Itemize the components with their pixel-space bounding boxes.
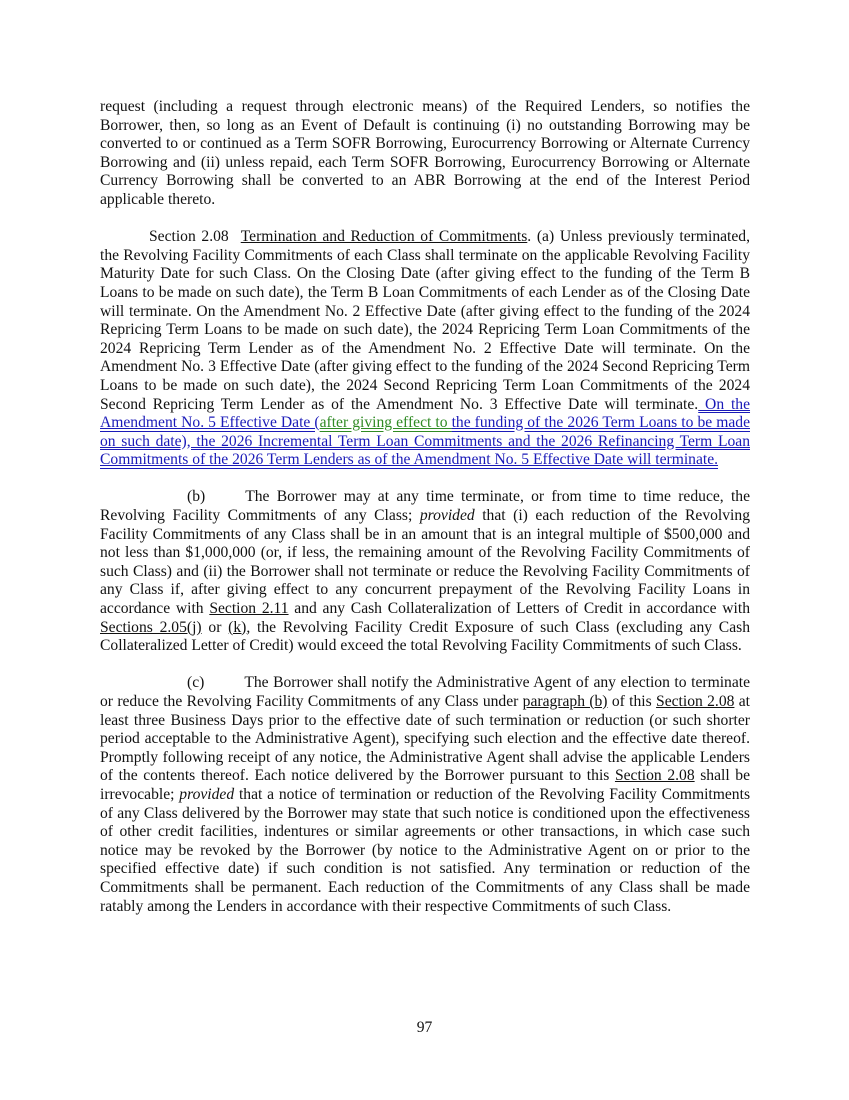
section-heading-period: . bbox=[527, 228, 532, 246]
continuation-text: request (including a request through electronic means) of the Required Lenders, so notifies the Borrower, then, so long as an Event of Default is continuing (i) no outstanding Borrowing may be converted to or continued as a Term SOFR Borrowing, Eurocurrency Borrowing or Alternate Currency Borrowing and (ii) unless repaid, each Term SOFR Borrowing, Eurocurrency Borrowing or Alternate Currency Borrowing shall be converted to an ABR Borrowing at the end of the Interest Period applicable thereto. bbox=[100, 98, 750, 208]
cross-reference-section-2-05-j: Sections 2.05(j) bbox=[100, 618, 202, 636]
paragraph-b-text-1: The Borrower may at any time terminate, or from time to time reduce, the Revolving Facility Commitments of any Class; bbox=[100, 488, 750, 525]
section-number: Section 2.08 bbox=[149, 228, 229, 246]
paragraph-c-text-4: shall be irrevocable; bbox=[100, 767, 751, 803]
paragraph-b-text-5: , the Revolving Facility Credit Exposure of such Class (excluding any Cash Collateralized Letter of Credit) would exceed the total Revolving Facility Commitments of such Class. bbox=[100, 618, 750, 655]
inserted-text-amendment-5-end: the funding of the 2026 Term Loans to be made on such date), the 2026 Incremental Term Loan Commitments and the 2026 Refinancing Term Loan Commitments of the 2026 Term Lenders as of the Amendment No. 5 Effective Date will terminate. bbox=[100, 414, 750, 469]
paragraph-b-text-4: or bbox=[201, 618, 229, 636]
cross-reference-section-2-11: Section 2.11 bbox=[209, 600, 289, 618]
section-2-08-paragraph-a bbox=[100, 228, 750, 470]
page-number: 97 bbox=[416, 1019, 433, 1036]
inserted-text-amendment-5-start: On the Amendment No. 5 Effective Date ( bbox=[100, 395, 751, 432]
paragraph-b-text-3: and any Cash Collateralization of Letters of Credit in accordance with bbox=[288, 600, 750, 618]
paragraph-b-text-2: that (i) each reduction of the Revolving Facility Commitments of any Class shall be in an amount that is an integral multiple of $500,000 and not less than $1,000,000 (or, if less, the remaining amount of the Revolving Facility Commitments of such Class) and (ii) the Borrower shall not terminate or reduce the Revolving Facility Commitments of any Class if, after giving effect to any concurrent prepayment of the Revolving Facility Loans in accordance with bbox=[100, 507, 750, 618]
paragraph-c-text-3: at least three Business Days prior to the effective date of such termination or reduction (or such shorter period acceptable to the Administrative Agent), specifying such election and the effective date thereof. Promptly following receipt of any notice, the Administrative Agent shall advise the applicable Lenders of the contents thereof. Each notice delivered by the Borrower pursuant to this bbox=[100, 693, 751, 785]
paragraph-c-label: (c) bbox=[187, 674, 205, 692]
paragraph-a-text: Unless previously terminated, the Revolving Facility Commitments of each Class shall terminate on the applicable Revolving Facility Maturity Date for such Class. On the Closing Date (after giving effect to the funding of the Term B Loans to be made on such date), the Term B Loan Commitments of each Lender as of the Closing Date will terminate. On the Amendment No. 2 Effective Date (after giving effect to the funding of the 2024 Repricing Term Loans to be made on such date), the 2024 Repricing Term Loan Commitments of the 2024 Repricing Term Lender as of the Amendment No. 2 Effective Date will terminate. On the Amendment No. 3 Effective Date (after giving effect to the funding of the 2024 Second Repricing Term Loans to be made on such date), the 2024 Second Repricing Term Loan Commitments of the 2024 Second Repricing Term Lender as of the Amendment No. 3 Effective Date will terminate. bbox=[100, 228, 750, 413]
paragraph-c-provided: provided bbox=[179, 785, 235, 803]
cross-reference-section-2-08-second: Section 2.08 bbox=[614, 767, 695, 785]
document-page bbox=[100, 98, 750, 916]
cross-reference-section-2-08: Section 2.08 bbox=[656, 693, 735, 710]
paragraph-c-text-5: that a notice of termination or reduction of the Revolving Facility Commitments of any Class delivered by the Borrower may state that such notice is conditioned upon the effectiveness of other credit facilities, indentures or similar agreements or other transactions, in which case such notice may be revoked by the Borrower (by notice to the Administrative Agent on or prior to the specified effective date) if such condition is not satisfied. Any termination or reduction of the Commitments shall be permanent. Each reduction of the Commitments of any Class shall be made ratably among the Lenders in accordance with their respective Commitments of such Class. bbox=[100, 785, 751, 915]
cross-reference-k: (k) bbox=[228, 618, 247, 636]
paragraph-a-label: (a) bbox=[536, 228, 555, 246]
paragraph-c bbox=[100, 674, 750, 916]
paragraph-b bbox=[100, 488, 750, 655]
paragraph-c-text-2: of this bbox=[607, 693, 657, 710]
cross-reference-paragraph-b: paragraph (b) bbox=[522, 693, 608, 710]
inserted-text-after-giving-effect: after giving effect to bbox=[319, 414, 452, 432]
continuation-paragraph bbox=[100, 98, 750, 210]
section-heading: Termination and Reduction of Commitments bbox=[240, 228, 528, 246]
paragraph-b-label: (b) bbox=[187, 488, 206, 506]
paragraph-c-text-1: The Borrower shall notify the Administrative Agent of any election to terminate or reduce the Revolving Facility Commitments of any Class under bbox=[100, 674, 750, 710]
paragraph-b-provided: provided bbox=[419, 507, 475, 525]
